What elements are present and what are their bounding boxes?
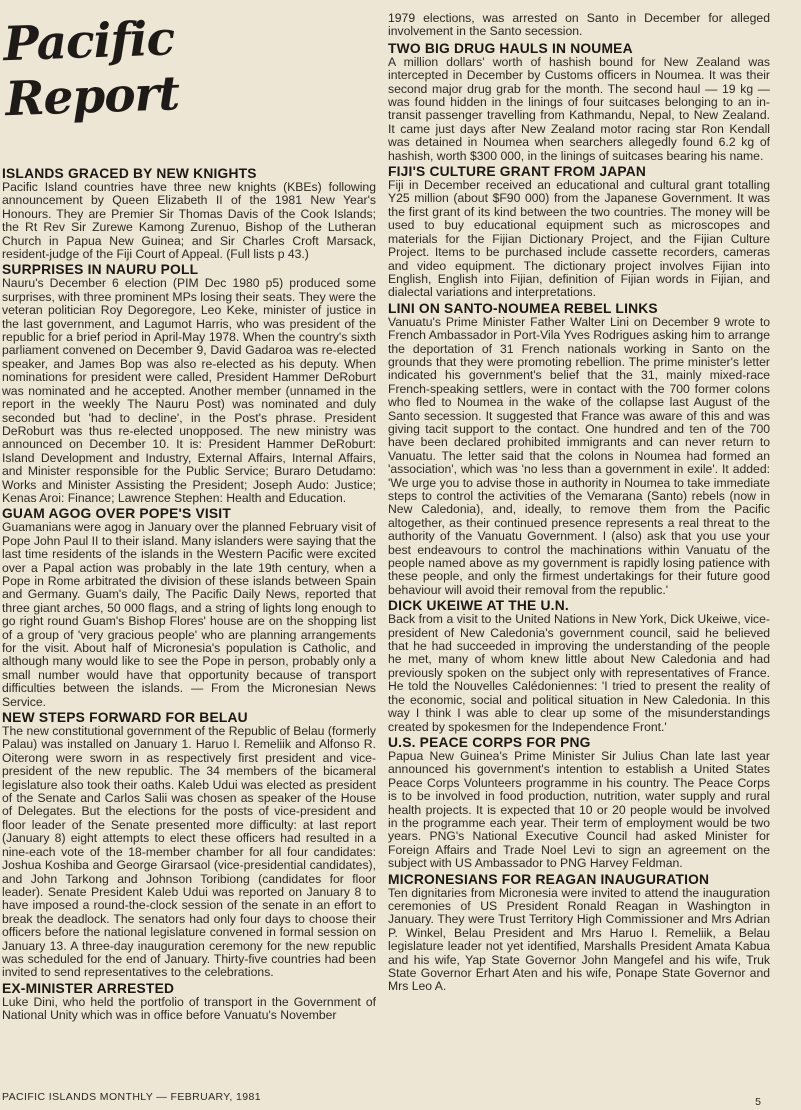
article-headline: TWO BIG DRUG HAULS IN NOUMEA <box>388 40 633 56</box>
article-ex-minister <box>0 981 376 1023</box>
article-ukeiwe-un <box>388 598 770 734</box>
article-headline: U.S. PEACE CORPS FOR PNG <box>388 734 591 750</box>
article-body: Back from a visit to the United Nations in New York, Dick Ukeiwe, vice-president of New Caledonia's government council, said he believed that he had succeeded in improving the understanding of the people he met, many of whom knew little about New Caledonia and had previously spoken on the subject only with representatives of France. He told the Nouvelles Calédoniennes: 'I tried to present the reality of the economic, social and political situation in New Caledonia. In this way I think I was able to clear up some of the misunderstandings created by spokesmen for the Independence Front.' <box>388 612 770 734</box>
right-column <box>388 12 770 995</box>
article-body: Pacific Island countries have three new knights (KBEs) following announcement by Queen Elizabeth II of the 1981 New Year's Honours. They are Premier Sir Thomas Davis of the Cook Islands; the Rt Rev Sir Zurewe Kamong Zurenuo, Bishop of the Lutheran Church in Papua New Guinea; and Sir Charles Croft Marsack, resident-judge of the Fiji Court of Appeal. (Full lists p 43.) <box>2 180 376 262</box>
article-headline: FIJI'S CULTURE GRANT FROM JAPAN <box>388 164 647 180</box>
article-lini-rebel-links <box>388 301 770 598</box>
article-guam-pope <box>0 506 376 709</box>
article-headline: LINI ON SANTO-NOUMEA REBEL LINKS <box>388 300 658 316</box>
article-headline: DICK UKEIWE AT THE U.N. <box>388 598 569 614</box>
footer-publication-line: PACIFIC ISLANDS MONTHLY — FEBRUARY, 1981 <box>2 1091 261 1103</box>
article-body: Ten dignitaries from Micronesia were invited to attend the inauguration ceremonies of US President Ronald Reagan in Washington in January. They were Trust Territory High Commissioner and Mrs Adrian P. Winkel, Belau President and Mrs Haruo I. Remeliik, a Belau legislature leader not yet identified, Marshalls President Amata Kabua and his wife, Yap State Governor John Mangefel and his wife, Truk State Governor Erhart Aten and his wife, Ponape State Governor and Mrs Leo A. <box>388 885 770 994</box>
article-drug-hauls <box>388 41 770 163</box>
article-belau <box>0 710 376 980</box>
article-body: The new constitutional government of the Republic of Belau (formerly Palau) was installed on January 1. Haruo I. Remeliik and Alfonso R. Oiterong were sworn in as respectively first president and vice-president of the new republic. The 34 members of the bicameral legislature also took their oaths. Kaleb Udui was elected as president of the Senate and Carlos Salii was chosen as speaker of the House of Delegates. But the elections for the posts of vice-president and floor leader of the Senate presented more difficulty: at last report (January 8) eight attempts to elect these officers had resulted in a nine-each vote of the 18-member chamber for all four candidates: Joshua Koshiba and George Girarsaol (vice-presidential candidates), and John Tarkong and Johnson Toribiong (candidates for floor leader). Senate President Kaleb Udui was reported on January 8 to have imposed a round-the-clock session of the senate in an effort to break the deadlock. The senators had only four days to choose their officers before the national legislature convened in formal session on January 13. A three-day inauguration ceremony for the new republic was scheduled for the end of January. Thirty-five countries had been invited to send representatives to the celebrations. <box>2 724 376 980</box>
masthead-logo <box>2 7 306 128</box>
article-headline: ISLANDS GRACED BY NEW KNIGHTS <box>2 166 257 181</box>
left-column <box>0 166 376 1024</box>
article-body: A million dollars' worth of hashish bound for New Zealand was intercepted in December by Customs officers in Noumea. It was their second major drug grab for the month. The second haul — 19 kg — was found hidden in the linings of four suitcases belonging to an in-transit passenger travelling from Kathmandu, Nepal, to New Zealand. It came just days after New Zealand motor racing star Ron Kendall was detained in Noumea when searchers allegedly found 6.2 kg of hashish, worth $300 000, in the linings of suitcases bearing his name. <box>388 54 770 163</box>
article-headline: SURPRISES IN NAURU POLL <box>2 262 199 278</box>
article-body: Fiji in December received an educational and cultural grant totalling Y25 million (about $F90 000) from the Japanese Government. It was the first grant of its kind between the two countries. The money will be used to buy educational equipment such as microscopes and materials for the Fijian Dictionary Project, and the Fijian Culture Project. Items to be purchased include cassette recorders, cameras and video equipment. The dictionary project involves Fijian into English, English into Fijian, definition of Fijian words in Fijian, and dialectal variations and interpretations. <box>388 178 770 300</box>
article-reagan-inauguration <box>388 872 770 994</box>
article-headline: NEW STEPS FORWARD FOR BELAU <box>2 710 248 726</box>
article-peace-corps <box>388 735 770 871</box>
article-headline: GUAM AGOG OVER POPE'S VISIT <box>2 506 231 522</box>
continued-lead-in: 1979 elections, was arrested on Santo in December for alleged involvement in the Santo secession. <box>388 11 770 39</box>
article-body: Luke Dini, who held the portfolio of transport in the Government of National Unity which was in office before Vanuatu's November <box>2 994 376 1023</box>
article-knights <box>0 166 376 261</box>
article-headline: MICRONESIANS FOR REAGAN INAUGURATION <box>388 871 710 887</box>
article-fiji-grant <box>388 164 770 300</box>
article-headline: EX-MINISTER ARRESTED <box>2 980 175 996</box>
article-nauru-poll <box>0 262 376 505</box>
article-body: Papua New Guinea's Prime Minister Sir Julius Chan late last year announced his government's intention to establish a United States Peace Corps Volunteers programme in his country. The Peace Corps is to be involved in food production, nutrition, water supply and rural health projects. It is expected that 10 or 20 people would be involved in the programme each year. Their term of employment would be two years. PNG's National Executive Council had asked Minister for Foreign Affairs and Trade Noel Levi to sign an agreement on the subject with US Ambassador to PNG Harvey Feldman. <box>388 748 770 871</box>
article-body: Guamanians were agog in January over the planned February visit of Pope John Paul II to their island. Many islanders were saying that the last time residents of the islands in the Western Pacific were excited over a Papal action was probably in the late 19th century, when a Pope in Rome arbitrated the division of these islands between Spain and Germany. Guam's daily, The Pacific Daily News, reported that three giant arches, 50 000 flags, and a string of lights long enough to go right round Guam's Bishop Flores' house are on the shopping list of a group of 'very gracious people' who are planning arrangements for the visit. About half of Micronesia's population is Catholic, and although many would like to see the Pope in person, probably only a small number would have that opportunity because of transport difficulties between the islands. — From the Micronesian News Service. <box>2 520 376 709</box>
article-body: Nauru's December 6 election (PIM Dec 1980 p5) produced some surprises, with three prominent MPs losing their seats. They were the veteran politician Roy Degoregore, Leo Keke, minister of justice in the last government, and Lagumot Harris, who was president of the republic for a brief period in April-May 1978. When the country's sixth parliament convened on December 9, David Gadaroa was re-elected speaker, and James Bop was also re-elected as his deputy. When nominations for president were called, President Hammer DeRoburt was nominated and he accepted. Another member (unnamed in the report in the weekly The Nauru Post) was nominated and duly seconded but 'had to decline', in the Post's phrase. President DeRoburt was thus re-elected unopposed. The new ministry was announced on December 10. It is: President Hammer DeRoburt: Island Development and Industry, External Affairs, Internal Affairs, and Minister responsible for the Public Service; Buraro Detudamo: Works and Minister Assisting the President; Joseph Audo: Justice; Kenas Aroi: Finance; Lawrence Stephen: Health and Education. <box>2 276 376 505</box>
masthead-title: Pacific Report <box>2 11 180 128</box>
article-body: Vanuatu's Prime Minister Father Walter Lini on December 9 wrote to French Ambassador in Port-Vila Yves Rodrigues asking him to arrange the deportation of 31 French nationals working in Santo on the grounds that they were promoting rebellion. The prime minister's letter indicated his government's belief that the 31, mainly mixed-race French-speaking settlers, were in contact with the 700 former colons who fled to Noumea in the wake of the collapse last August of the Santo secession. It suggested that France was aware of this and was giving tacit support to the contact. One hundred and ten of the 700 have been declared prohibited immigrants and can never return to Vanuatu. The letter said that the colons in Noumea had formed an 'association', which was 'no less than a government in exile'. It added: 'We urge you to advise those in authority in Noumea to take immediate steps to control the activities of the Vemarana (Santo) rebels (now in New Caledonia), and, ideally, to remove them from the Pacific altogether, as their continued presence represents a real threat to the authority of the Vanuatu Government. I (also) ask that you use your best endeavours to control the machinations within Vanuatu of the people named above as my government is rapidly losing patience with these people, and only the firmest undertakings for their future good behaviour will avoid their removal from the republic.' <box>388 314 770 597</box>
page-number: 5 <box>755 1096 761 1108</box>
